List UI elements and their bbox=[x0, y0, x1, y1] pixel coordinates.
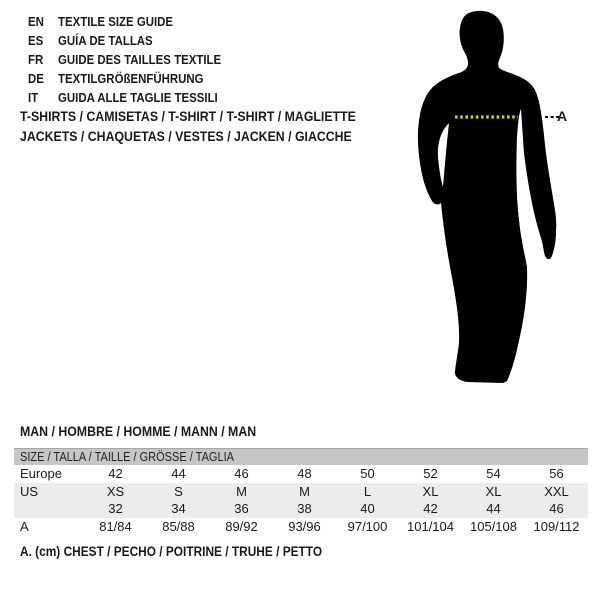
language-row-de bbox=[28, 69, 243, 88]
size-value: XS bbox=[106, 483, 125, 499]
language-guide-title: GUIDA ALLE TAGLIE TESSILI bbox=[58, 90, 218, 105]
size-value: 44 bbox=[486, 501, 501, 516]
language-guide-title: GUÍA DE TALLAS bbox=[58, 33, 153, 48]
language-guide-list bbox=[28, 12, 243, 107]
size-value: 81/84 bbox=[99, 518, 132, 534]
measurement-footnote: A. (cm) CHEST / PECHO / POITRINE / TRUHE / PETTO bbox=[20, 544, 323, 559]
section-title-man: MAN / HOMBRE / HOMME / MANN / MAN bbox=[20, 423, 257, 439]
man-silhouette-shape bbox=[418, 11, 556, 383]
row-label: US bbox=[20, 483, 39, 499]
language-row-it bbox=[28, 88, 243, 107]
language-guide-title: TEXTILGRÖßENFÜHRUNG bbox=[58, 71, 204, 86]
garment-categories bbox=[20, 106, 402, 146]
size-value: 42 bbox=[108, 466, 123, 481]
size-table-header: SIZE / TALLA / TAILLE / GRÖSSE / TAGLIA bbox=[14, 448, 588, 465]
size-value: 97/100 bbox=[347, 518, 388, 534]
table-row-us-numeric bbox=[14, 500, 588, 518]
size-value: 36 bbox=[234, 501, 249, 516]
table-row-chest-a bbox=[14, 518, 588, 536]
language-code: ES bbox=[28, 33, 44, 48]
language-row-en bbox=[28, 12, 243, 31]
size-value: 50 bbox=[360, 466, 375, 481]
size-value: 89/92 bbox=[225, 518, 258, 534]
measure-label-a: A bbox=[557, 108, 568, 124]
man-silhouette bbox=[405, 5, 570, 390]
size-table bbox=[14, 448, 588, 535]
category-tshirts: T-SHIRTS / CAMISETAS / T-SHIRT / T-SHIRT / MAGLIETTE bbox=[20, 108, 356, 124]
size-value: 46 bbox=[234, 466, 249, 481]
size-value: M bbox=[236, 483, 247, 499]
size-value: 42 bbox=[423, 501, 438, 516]
size-value: 93/96 bbox=[288, 518, 321, 534]
language-code: FR bbox=[28, 52, 44, 67]
table-row-europe bbox=[14, 465, 588, 483]
size-value: 52 bbox=[423, 466, 438, 481]
size-value: 38 bbox=[297, 501, 312, 516]
size-value: 46 bbox=[549, 501, 564, 516]
size-value: XL bbox=[422, 483, 439, 499]
size-value: 34 bbox=[171, 501, 186, 516]
size-value: 32 bbox=[108, 501, 123, 516]
language-row-fr bbox=[28, 50, 243, 69]
size-value: 40 bbox=[360, 501, 375, 516]
language-guide-title: TEXTILE SIZE GUIDE bbox=[58, 14, 174, 29]
size-value: 85/88 bbox=[162, 518, 195, 534]
size-value: M bbox=[299, 483, 310, 499]
language-code: EN bbox=[28, 14, 44, 29]
size-value: 54 bbox=[486, 466, 501, 481]
size-value: 56 bbox=[549, 466, 564, 481]
size-value: XXL bbox=[544, 483, 569, 499]
size-value: 44 bbox=[171, 466, 186, 481]
table-row-us bbox=[14, 483, 588, 501]
size-value: 105/108 bbox=[470, 518, 517, 534]
size-value: L bbox=[363, 483, 372, 499]
size-value: 101/104 bbox=[407, 518, 454, 534]
size-value: XL bbox=[485, 483, 502, 499]
row-label: A bbox=[20, 518, 29, 534]
size-value: 48 bbox=[297, 466, 312, 481]
language-guide-title: GUIDE DES TAILLES TEXTILE bbox=[58, 52, 222, 67]
category-jackets: JACKETS / CHAQUETAS / VESTES / JACKEN / GIACCHE bbox=[20, 128, 352, 144]
language-row-es bbox=[28, 31, 243, 50]
size-value: S bbox=[174, 483, 183, 499]
language-code: IT bbox=[28, 90, 39, 105]
language-code: DE bbox=[28, 71, 44, 86]
size-value: 109/112 bbox=[533, 518, 580, 534]
row-label: Europe bbox=[20, 466, 62, 481]
